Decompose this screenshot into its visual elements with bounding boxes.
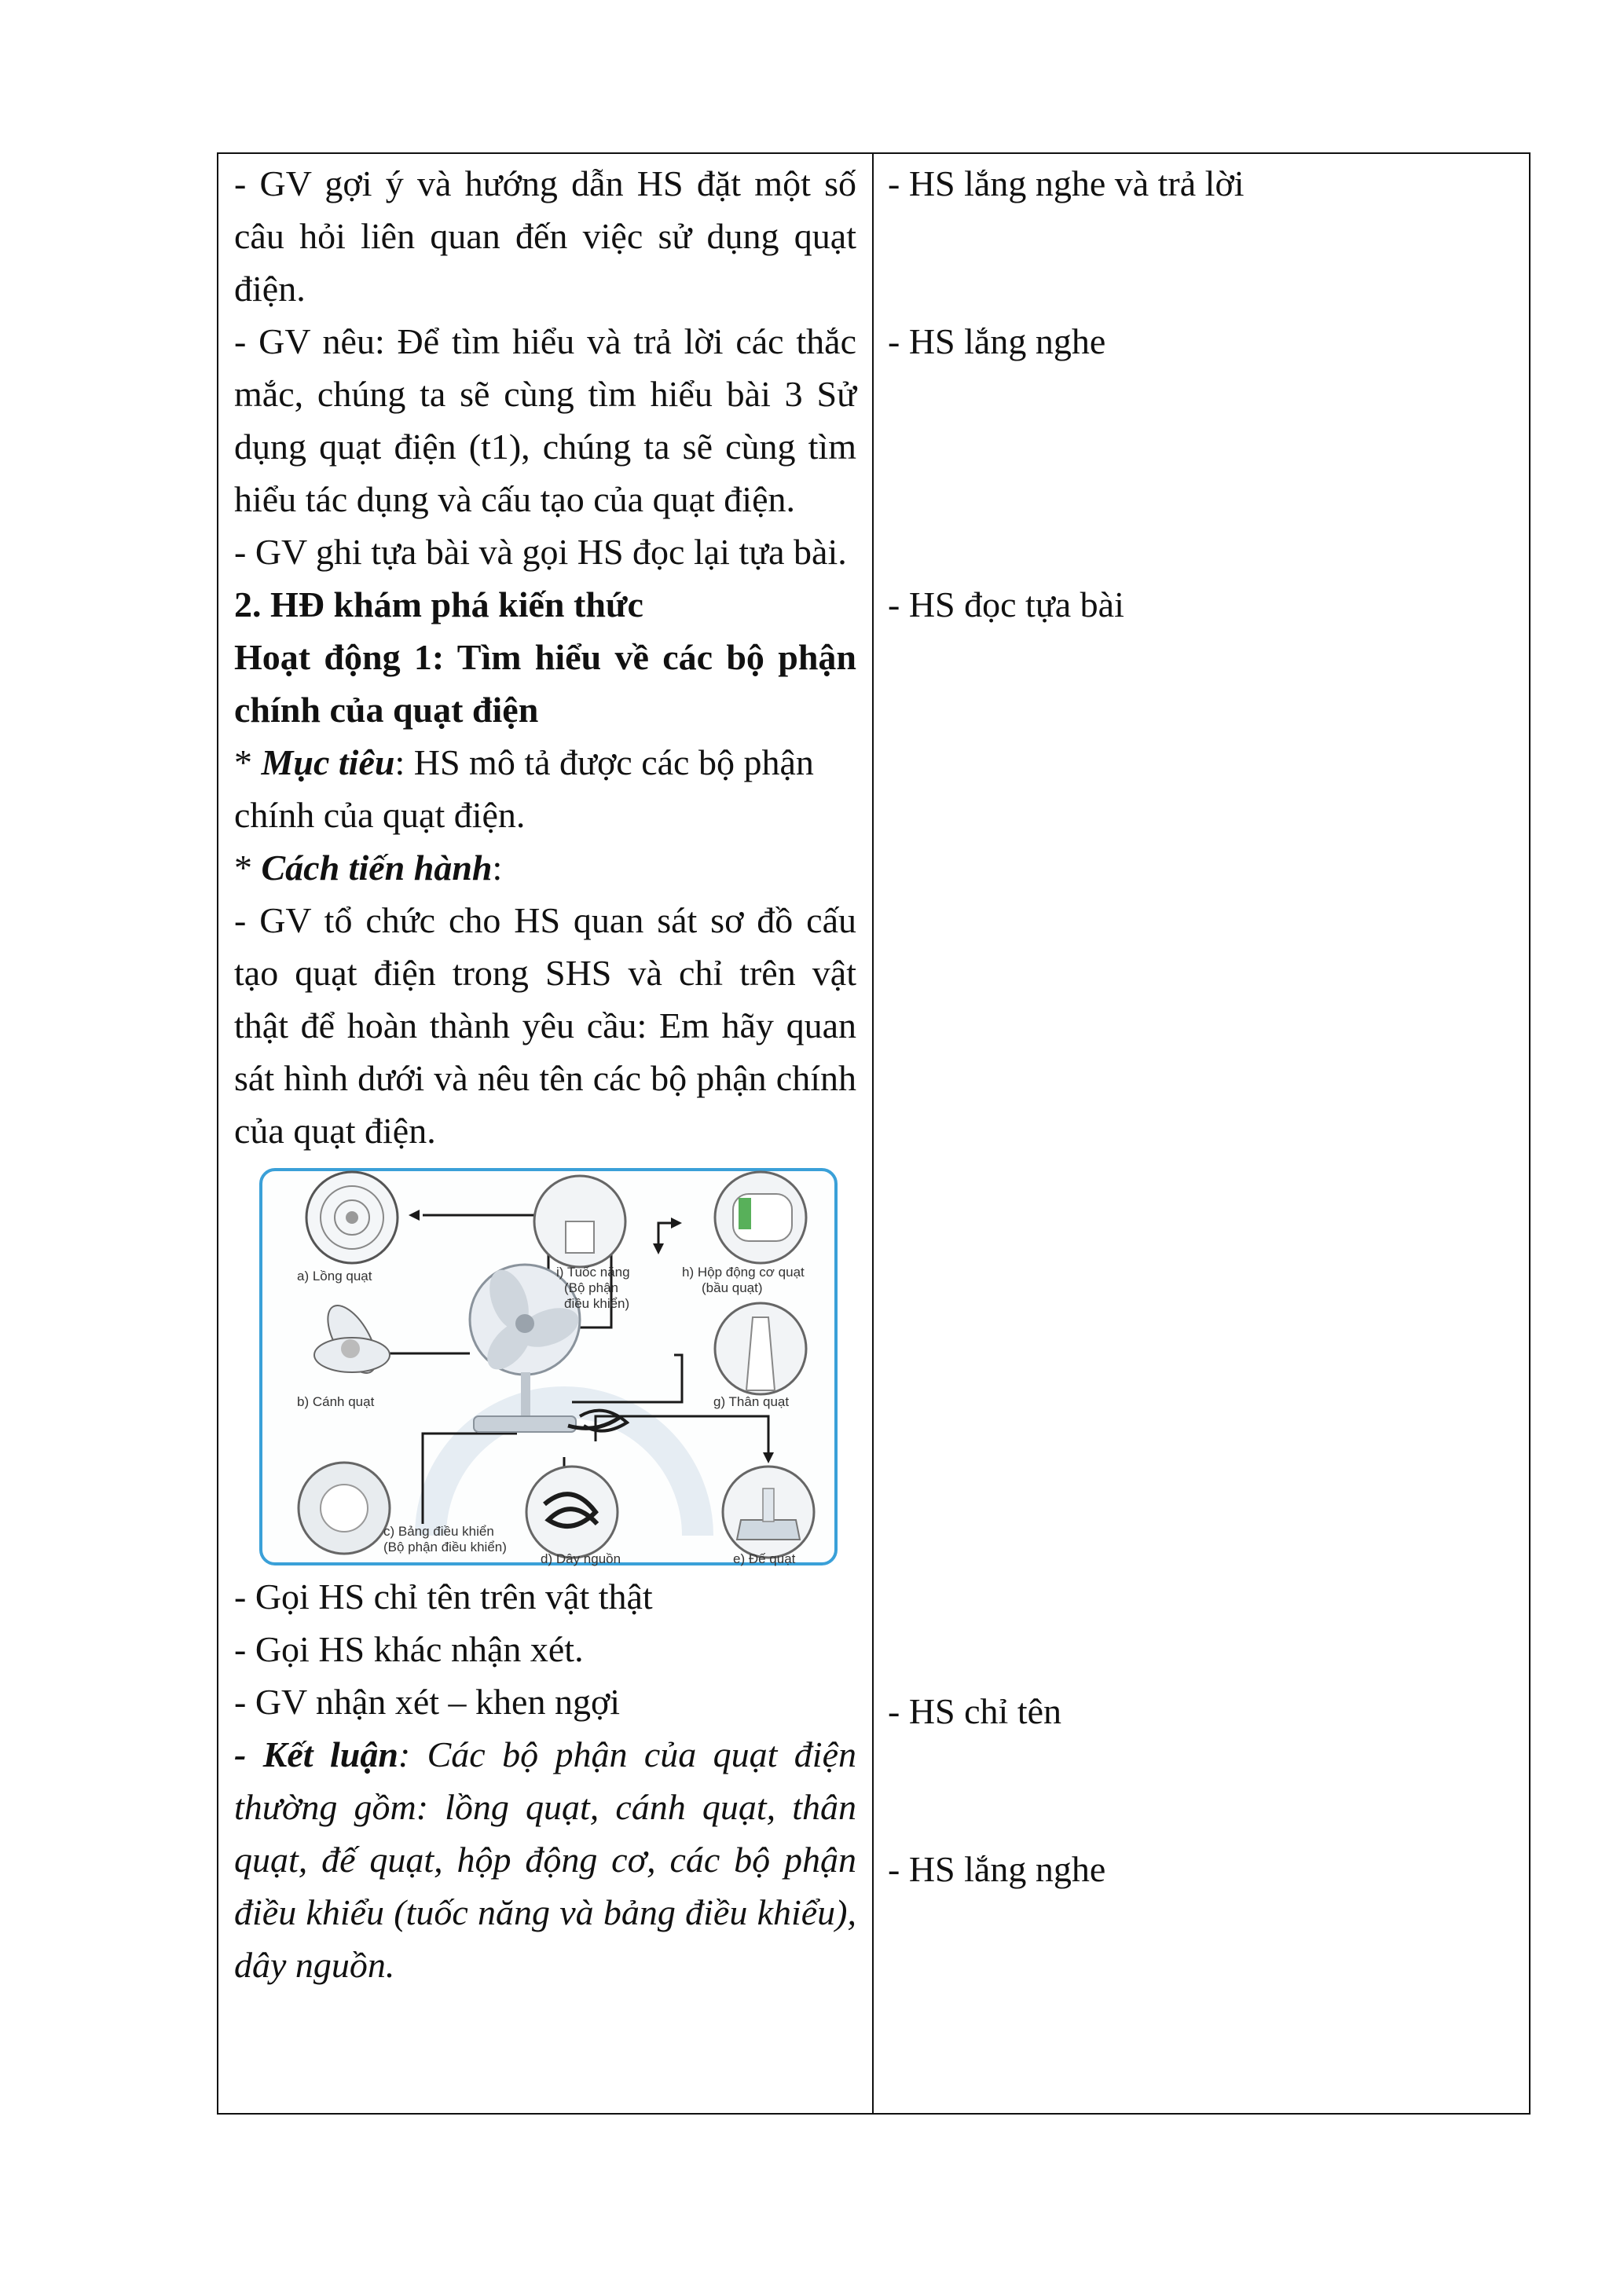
student-response-listen-1: - HS lắng nghe (888, 321, 1106, 361)
paragraph-peer-comment: - Gọi HS khác nhận xét. (234, 1629, 584, 1669)
paragraph-observe-diagram: - GV tổ chức cho HS quan sát sơ đồ cấu tạo quạt điện trong SHS và chỉ trên vật thật để hoàn thành yêu cầu: Em hãy quan sát hình dưới và nêu tên các bộ phận chính của quạt điện. (234, 900, 856, 1151)
conclusion-paragraph (234, 1728, 856, 1991)
paragraph-write-title: - GV ghi tựa bài và gọi HS đọc lại tựa bài. (234, 532, 847, 572)
goal-label: Mục tiêu (261, 742, 395, 782)
fan-stand-part (715, 1303, 806, 1394)
label-control-panel-sub: (Bộ phận điều khiển) (383, 1540, 507, 1554)
activity-heading: Hoạt động 1: Tìm hiểu về các bộ phận chính của quạt điện (234, 637, 856, 730)
teacher-activities-column (234, 157, 856, 1991)
goal-text: : HS mô tả được các bộ phận chính của quạt điện. (234, 742, 814, 835)
student-response-point-names: - HS chỉ tên (888, 1691, 1062, 1731)
student-response-listen-answer: - HS lắng nghe và trả lời (888, 163, 1245, 203)
conclusion-label: - Kết luận (234, 1734, 398, 1774)
label-motor-housing: h) Hộp động cơ quạt (682, 1265, 805, 1280)
student-response-read-title: - HS đọc tựa bài (888, 584, 1124, 624)
label-oscillation-knob-sub1: (Bộ phận (564, 1280, 618, 1295)
paragraph-introduce-lesson: - GV nêu: Để tìm hiểu và trả lời các thắc mắc, chúng ta sẽ cùng tìm hiểu bài 3 Sử dụng quạt điện (t1), chúng ta sẽ cùng tìm hiểu tác dụng và cấu tạo của quạt điện. (234, 321, 856, 519)
control-panel-part (299, 1463, 390, 1554)
label-control-panel: c) Bảng điều khiển (383, 1524, 494, 1539)
label-fan-stand: g) Thân quạt (713, 1394, 790, 1409)
motor-housing-part (715, 1172, 806, 1263)
label-oscillation-knob: i) Tuốc năng (556, 1265, 630, 1280)
label-motor-housing-sub: (bầu quạt) (702, 1280, 763, 1295)
student-response-listen-2: - HS lắng nghe (888, 1849, 1106, 1889)
section-heading: 2. HĐ khám phá kiến thức (234, 584, 643, 624)
method-line (234, 841, 856, 894)
paragraph-point-names: - Gọi HS chỉ tên trên vật thật (234, 1576, 653, 1617)
label-fan-blade: b) Cánh quạt (297, 1394, 375, 1409)
paragraph-teacher-praise: - GV nhận xét – khen ngợi (234, 1682, 621, 1722)
power-cord-part (526, 1467, 618, 1558)
conclusion-text: : Các bộ phận của quạt điện thường gồm: lồng quạt, cánh quạt, thân quạt, đế quạt, hộp động cơ, các bộ phận điều khiểu (tuốc năng và bảng điều khiểu), dây nguồn. (234, 1734, 856, 1985)
method-prefix: * (234, 848, 262, 888)
fan-structure-diagram (258, 1166, 839, 1567)
label-fan-base: e) Đế quạt (733, 1551, 796, 1566)
goal-prefix: * (234, 742, 262, 782)
paragraph-suggest-questions: - GV gợi ý và hướng dẫn HS đặt một số câu hỏi liên quan đến việc sử dụng quạt điện. (234, 163, 856, 309)
goal-line (234, 736, 856, 841)
fan-base-part (723, 1467, 814, 1558)
lesson-table (217, 152, 1531, 2115)
column-divider (872, 154, 874, 2113)
fan-diagram-svg (258, 1166, 839, 1567)
label-fan-guard: a) Lồng quạt (297, 1269, 372, 1283)
oscillation-knob-part (534, 1176, 625, 1267)
method-label: Cách tiến hành (261, 848, 493, 888)
label-oscillation-knob-sub2: điều khiển) (564, 1296, 630, 1311)
method-suffix: : (492, 848, 503, 888)
label-power-cord: d) Dây nguồn (541, 1551, 621, 1566)
